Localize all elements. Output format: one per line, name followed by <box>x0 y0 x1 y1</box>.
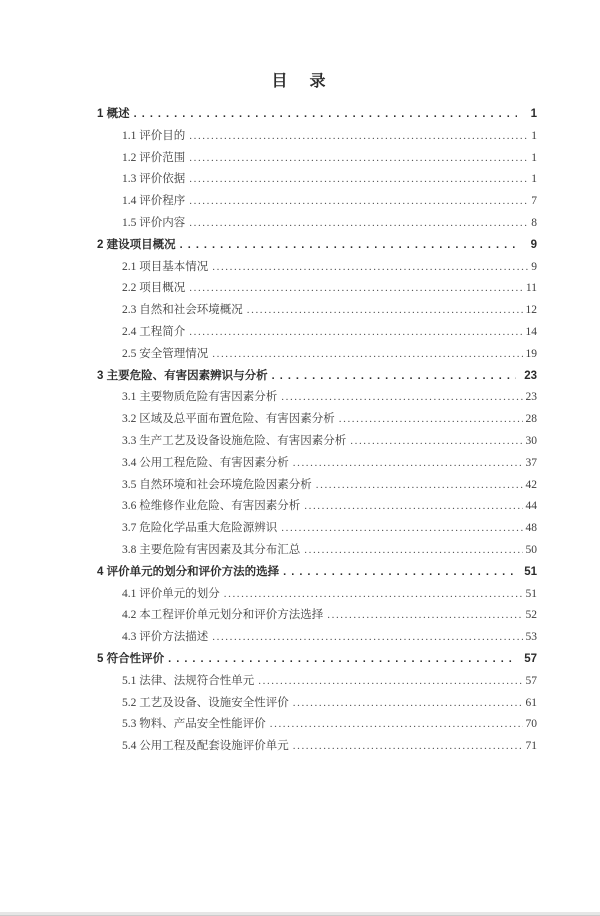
dot-leader <box>258 671 522 693</box>
dot-leader <box>247 300 523 322</box>
dot-leader <box>180 235 517 257</box>
toc-page-number: 57 <box>525 674 537 687</box>
toc-entry-2-5 <box>122 344 537 366</box>
toc-entry-label: 5.2 工艺及设备、设施安全性评价 <box>122 696 289 709</box>
toc-page-number: 57 <box>524 652 537 665</box>
toc-entry-label: 3.4 公用工程危险、有害因素分析 <box>122 456 289 469</box>
dot-leader <box>283 562 516 584</box>
toc-page-number: 51 <box>524 565 537 578</box>
toc-entry-1-5 <box>122 213 537 235</box>
dot-leader <box>189 322 522 344</box>
page-bottom-edge <box>0 912 600 916</box>
dot-leader <box>189 126 528 148</box>
toc-page-number: 70 <box>525 718 537 731</box>
toc-page-number: 12 <box>525 304 537 317</box>
toc-entry-3-3 <box>122 431 537 453</box>
dot-leader <box>281 518 522 540</box>
toc-entry-1-1 <box>122 126 537 148</box>
toc-entry-label: 3.8 主要危险有害因素及其分布汇总 <box>122 543 301 556</box>
toc-entry-1-4 <box>122 191 537 213</box>
toc-entry-3-1 <box>122 387 537 409</box>
toc-entry-label: 3.7 危险化学品重大危险源辨识 <box>122 522 278 535</box>
toc-entry-label: 2.2 项目概况 <box>122 282 186 295</box>
toc-page-number: 52 <box>525 609 537 622</box>
toc-entry-label: 5.1 法律、法规符合性单元 <box>122 674 255 687</box>
toc-entry-label: 1.3 评价依据 <box>122 173 186 186</box>
toc-entry-3-4 <box>122 453 537 475</box>
toc-entry-label: 3.1 主要物质危险有害因素分析 <box>122 391 278 404</box>
toc-entry-chapter-3 <box>97 366 537 388</box>
toc-entry-label: 5.4 公用工程及配套设施评价单元 <box>122 740 289 753</box>
toc-entry-2-1 <box>122 257 537 279</box>
toc-entry-3-7 <box>122 518 537 540</box>
toc-entry-label: 2.5 安全管理情况 <box>122 347 209 360</box>
dot-leader <box>316 475 523 497</box>
toc-entry-3-5 <box>122 475 537 497</box>
toc-page-number: 48 <box>525 522 537 535</box>
toc-page-number: 1 <box>531 173 537 186</box>
toc-page-number: 14 <box>525 325 537 338</box>
toc-page-number: 23 <box>525 391 537 404</box>
toc-entry-label: 5 符合性评价 <box>97 652 165 665</box>
toc-entry-label: 1.1 评价目的 <box>122 129 186 142</box>
toc-entry-label: 4.3 评价方法描述 <box>122 631 209 644</box>
toc-entry-label: 3 主要危险、有害因素辨识与分析 <box>97 369 268 382</box>
dot-leader <box>293 693 523 715</box>
toc-entry-label: 4.2 本工程评价单元划分和评价方法选择 <box>122 609 324 622</box>
dot-leader <box>189 148 528 170</box>
dot-leader <box>339 409 523 431</box>
dot-leader <box>304 540 522 562</box>
dot-leader <box>270 714 523 736</box>
toc-entry-chapter-1 <box>97 104 537 126</box>
toc-page-number: 71 <box>525 740 537 753</box>
toc-page-number: 9 <box>530 238 537 251</box>
toc-page-number: 61 <box>525 696 537 709</box>
toc-entry-label: 4 评价单元的划分和评价方法的选择 <box>97 565 280 578</box>
toc-entry-2-2 <box>122 278 537 300</box>
dot-leader <box>281 387 522 409</box>
toc-page-number: 53 <box>525 631 537 644</box>
toc-entry-label: 3.2 区域及总平面布置危险、有害因素分析 <box>122 413 335 426</box>
toc-list <box>97 104 537 758</box>
toc-entry-label: 2.1 项目基本情况 <box>122 260 209 273</box>
toc-entry-chapter-4 <box>97 562 537 584</box>
toc-page-number: 30 <box>525 434 537 447</box>
dot-leader <box>224 584 523 606</box>
toc-entry-label: 1.5 评价内容 <box>122 216 186 229</box>
dot-leader <box>293 453 523 475</box>
dot-leader <box>304 496 522 518</box>
toc-page-number: 19 <box>525 347 537 360</box>
toc-entry-5-2 <box>122 693 537 715</box>
dot-leader <box>212 257 528 279</box>
toc-entry-4-3 <box>122 627 537 649</box>
toc-entry-chapter-2 <box>97 235 537 257</box>
dot-leader <box>189 213 528 235</box>
toc-entry-label: 2.3 自然和社会环境概况 <box>122 304 243 317</box>
toc-entry-1-2 <box>122 148 537 170</box>
toc-page-number: 8 <box>531 216 537 229</box>
toc-page-number: 9 <box>531 260 537 273</box>
dot-leader <box>327 605 522 627</box>
toc-page-number: 7 <box>531 195 537 208</box>
toc-entry-3-6 <box>122 496 537 518</box>
dot-leader <box>272 366 517 388</box>
dot-leader <box>350 431 522 453</box>
toc-entry-2-3 <box>122 300 537 322</box>
dot-leader <box>189 169 528 191</box>
toc-entry-3-8 <box>122 540 537 562</box>
toc-page-number: 42 <box>525 478 537 491</box>
toc-entry-3-2 <box>122 409 537 431</box>
dot-leader <box>293 736 523 758</box>
toc-page-number: 23 <box>524 369 537 382</box>
dot-leader <box>134 104 517 126</box>
toc-entry-label: 1.4 评价程序 <box>122 195 186 208</box>
toc-page-number: 1 <box>531 129 537 142</box>
dot-leader <box>189 191 528 213</box>
toc-page-number: 1 <box>530 108 537 120</box>
toc-page-number: 1 <box>531 151 537 164</box>
toc-entry-4-1 <box>122 584 537 606</box>
toc-page <box>0 68 600 916</box>
toc-entry-label: 3.5 自然环境和社会环境危险因素分析 <box>122 478 312 491</box>
toc-entry-5-1 <box>122 671 537 693</box>
toc-page-number: 11 <box>525 282 537 295</box>
toc-entry-4-2 <box>122 605 537 627</box>
toc-page-number: 50 <box>525 543 537 556</box>
dot-leader <box>168 649 516 671</box>
toc-entry-chapter-5 <box>97 649 537 671</box>
page-title: 目 录 <box>271 73 329 90</box>
toc-entry-label: 2 建设项目概况 <box>97 238 176 251</box>
toc-entry-5-3 <box>122 714 537 736</box>
toc-page-number: 28 <box>525 413 537 426</box>
toc-entry-label: 1.2 评价范围 <box>122 151 186 164</box>
toc-entry-2-4 <box>122 322 537 344</box>
toc-entry-label: 5.3 物料、产品安全性能评价 <box>122 718 266 731</box>
toc-entry-label: 3.6 检维修作业危险、有害因素分析 <box>122 500 301 513</box>
toc-entry-label: 4.1 评价单元的划分 <box>122 587 220 600</box>
toc-entry-label: 3.3 生产工艺及设备设施危险、有害因素分析 <box>122 434 347 447</box>
dot-leader <box>189 278 523 300</box>
toc-entry-1-3 <box>122 169 537 191</box>
toc-entry-5-4 <box>122 736 537 758</box>
toc-entry-label: 1 概述 <box>97 108 130 120</box>
dot-leader <box>212 627 522 649</box>
toc-page-number: 51 <box>525 587 537 600</box>
toc-entry-label: 2.4 工程简介 <box>122 325 186 338</box>
toc-page-number: 44 <box>525 500 537 513</box>
dot-leader <box>212 344 522 366</box>
toc-page-number: 37 <box>525 456 537 469</box>
